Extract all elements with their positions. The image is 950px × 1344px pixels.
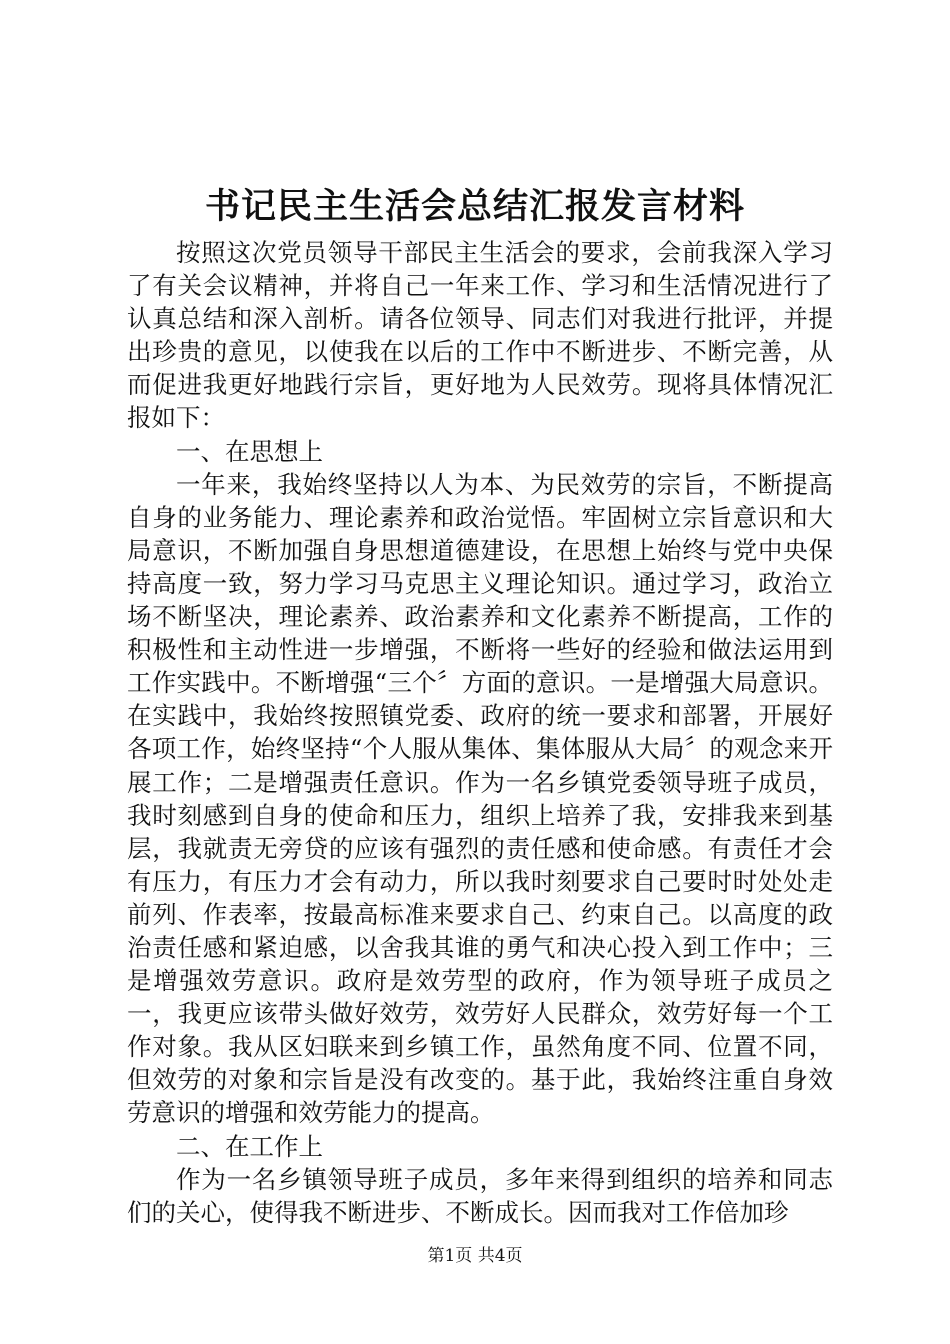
paragraph-intro: 按照这次党员领导干部民主生活会的要求，会前我深入学习了有关会议精神，并将自己一年来工作、学习和生活情况进行了认真总结和深入剖析。请各位领导、同志们对我进行批评，并提出珍贵的意见，以使我在以后的工作中不断进步、不断完善，从而促进我更好地践行宗旨，更好地为人民效劳。现将具体情况汇报如下： [127, 238, 833, 433]
paragraph-thought: 一年来，我始终坚持以人为本、为民效劳的宗旨，不断提高自身的业务能力、理论素养和政治觉悟。牢固树立宗旨意识和大局意识，不断加强自身思想道德建设，在思想上始终与党中央保持高度一致，努力学习马克思主义理论知识。通过学习，政治立场不断坚决，理论素养、政治素养和文化素养不断提高，工作的积极性和主动性进一步增强，不断将一些好的经验和做法运用到工作实践中。不断增强“三个〞方面的意识。一是增强大局意识。在实践中，我始终按照镇党委、政府的统一要求和部署，开展好各项工作，始终坚持“个人服从集体、集体服从大局〞的观念来开展工作；二是增强责任意识。作为一名乡镇党委领导班子成员，我时刻感到自身的使命和压力，组织上培养了我，安排我来到基层，我就责无旁贷的应该有强烈的责任感和使命感。有责任才会有压力，有压力才会有动力，所以我时刻要求自己要时时处处走前列、作表率，按最高标准来要求自己、约束自己。以高度的政治责任感和紧迫感，以舍我其谁的勇气和决心投入到工作中；三是增强效劳意识。政府是效劳型的政府，作为领导班子成员之一，我更应该带头做好效劳，效劳好人民群众，效劳好每一个工作对象。我从区妇联来到乡镇工作，虽然角度不同、位置不同，但效劳的对象和宗旨是没有改变的。基于此，我始终注重自身效劳意识的增强和效劳能力的提高。 [127, 469, 833, 1128]
section-heading-thought: 一、在思想上 [176, 436, 323, 466]
document-body [127, 236, 833, 1229]
page-footer: 第1页 共4页 [427, 1246, 523, 1266]
section-heading-work: 二、在工作上 [176, 1131, 323, 1161]
document-title: 书记民主生活会总结汇报发言材料 [204, 186, 745, 227]
paragraph-work: 作为一名乡镇领导班子成员，多年来得到组织的培养和同志们的关心，使得我不断进步、不断成长。因而我对工作倍加珍 [127, 1164, 833, 1227]
